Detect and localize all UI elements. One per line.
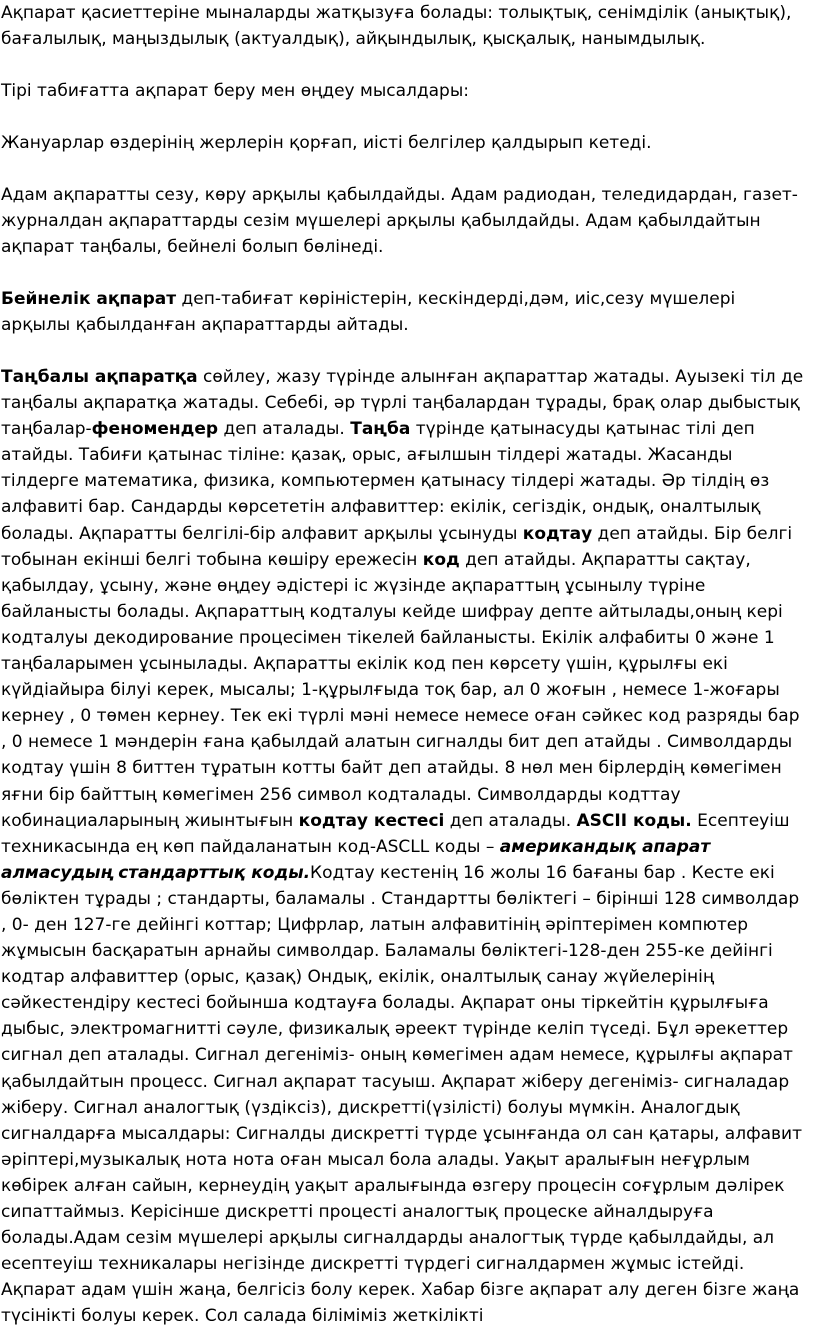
symbolic-text-1: сөйлеу, жазу түрінде алынған ақпараттар жатады. Ауызекі тіл де таңбалы ақпаратқа жатады. Себебі, әр түрлі таңбалардан тұрады, брақ олар дыбыстық таңбалар- [1,367,804,440]
american-standard-term: американдық апарат алмасудың стандарттық коды. [1,836,711,883]
figurative-term: Бейнелік ақпарат [1,289,177,309]
phonemes-term: феномендер [91,419,219,440]
human-paragraph: Адам ақпаратты сезу, көру арқылы қабылдайды. Адам радиодан, теледидардан, газет-журналдан ақпараттарды сезім мүшелері арқылы қабылдайды. Адам қабылдайтын ақпарат таңбалы, бейнелі болып бөлінеді. [1,185,798,257]
paragraph-gap [1,52,808,78]
symbolic-text-2: деп аталады. [218,419,351,440]
encoding-term: кодтау [522,523,593,544]
symbolic-text-3: түрінде қатынасуды қатынас тілі деп атайды. Табиғи қатынас тіліне: қазақ, орыс, ағылшын тілдері жатады. Жасанды тілдерге математика, физика, компьютермен қатынасу тілдері жатады. Әр тілдің өз алфавиті бар. Сандарды көрсететін алфавиттер: екілік, сегіздік, ондық, оналтылық болады. Ақпаратты белгілі-бір алфавит арқылы ұсынуды [1,419,770,544]
encoding-table-term: кодтау кестесі [298,810,445,831]
symbolic-text-4: деп атайды. Бір белгі тобынан екінші белгі тобына көшіру ережесін [1,523,793,570]
figurative-text: деп-табиғат көріністерін, кескіндерді,дәм, иіс,сезу мүшелері арқылы қабылданған ақпараттарды айтады. [1,289,736,335]
symbolic-term: Таңбалы ақпаратқа [1,367,198,387]
code-term: код [422,549,460,570]
intro-paragraph: Ақпарат қасиеттеріне мыналарды жатқызуға болады: толықтық, сенімділік (анықтық), бағалылық, маңыздылық (актуалдық), айқындылық, қысқалық, нанымдылық. [1,3,792,49]
paragraph-gap [1,104,808,130]
symbolic-text-8: Кодтау кестенің 16 жолы 16 бағаны бар . Кесте екі бөліктен тұрады ; стандарты, баламалы . Стандартты бөліктегі – бірінші 128 символдар , 0- ден 127-ге дейінгі коттар; Цифрлар, латын алфавитінің әріптерімен компютер жұмысын басқаратын арнайы символдар. Баламалы бөліктегі-128-ден 255-ке дейінгі кодтар алфавиттер (орыс, қазақ) Ондық, екілік, оналтылық санау жүйелерінің сәйкестендіру кестесі бойынша кодтауға болады. Ақпарат оны тіркейтін құрылғыға дыбыс, электромагнитті сәуле, физикалық әреект түрінде келіп түседі. Бұл әрекеттер сигнал деп аталады. Сигнал дегеніміз- оның көмегімен адам немесе, құрылғы ақпарат қабылдайтын процесс. Сигнал ақпарат тасуыш. Ақпарат жіберу дегеніміз- сигналадар жіберу. Сигнал аналогтық (үздіксіз), дискретті(үзілісті) болуы мүмкін. Аналогдық сигналдарға мысалдары: Сигналды дискретті түрде ұсынғанда ол сан қатары, алфавит әріптері,музыкалық нота нота оған мысал бола алады. Уақыт аралығын неғұрлым көбірек алған сайын, кернеудің уақыт аралығында өзгеру процесін соғұрлым дәлірек сипаттаймыз. Керісінше дискретті процесті аналогтық процеске айналдыруға болады.Адам сезім мүшелері арқылы сигналдарды аналогтық түрде қабылдайды, ал есептеуіш техникалары негізінде дискретті түрдегі сигналдармен жұмыс істейді. Ақпарат адам үшін жаңа, белгісіз болу керек. Хабар бізге ақпарат алу деген бізге жаңа түсінікті болуы керек. Сол салада біліміміз жеткілікті [1,862,803,1327]
animals-paragraph: Жануарлар өздерінің жерлерін қорғап, иісті белгілер қалдырып кетеді. [1,133,652,153]
paragraph-gap [1,156,808,182]
symbolic-text-6: деп аталады. [444,810,577,831]
symbolic-text-7: Есептеуіш техникасында ең көп пайдаланатын код-ASCLL коды – [1,810,790,857]
sign-term: Таңба [350,419,411,440]
ascii-term: ASCII коды. [576,810,692,831]
symbolic-text-5: деп атайды. Ақпаратты сақтау, қабылдау, ұсыну, және өңдеу әдістері іс жүзінде ақпараттың ұсынылу түріне байланысты болады. Ақпараттың кодталуы кейде шифрау депте айтылады,оның кері кодталуы декодирование процесімен тікелей байланысты. Екілік алфабиты 0 және 1 таңбаларымен ұсынылады. Ақпаратты екілік код пен көрсету үшін, құрылғы екі күйдіайыра білуі керек, мысалы; 1-құрылғыда тоқ бар, ал 0 жоғын , немесе 1-жоғары кернеу , 0 төмен кернеу. Тек екі түрлі мәні немесе немесе оған сәйкес код разряды бар , 0 немесе 1 мәндерін ғана қабылдай алатын сигналды бит деп атайды . Символдарды кодтау үшін 8 биттен тұратын котты байт деп атайды. 8 нөл мен бірлердің көмегімен яғни бір байттың көмегімен 256 символ кодталады. Символдарды кодттау кобинациаларының жиынтығын [1,549,800,831]
examples-heading: Тірі табиғатта ақпарат беру мен өңдеу мысалдары: [1,81,469,101]
figurative-paragraph [1,286,808,338]
paragraph-gap [1,260,808,286]
paragraph-gap [1,338,808,364]
symbolic-paragraph [1,364,808,1329]
